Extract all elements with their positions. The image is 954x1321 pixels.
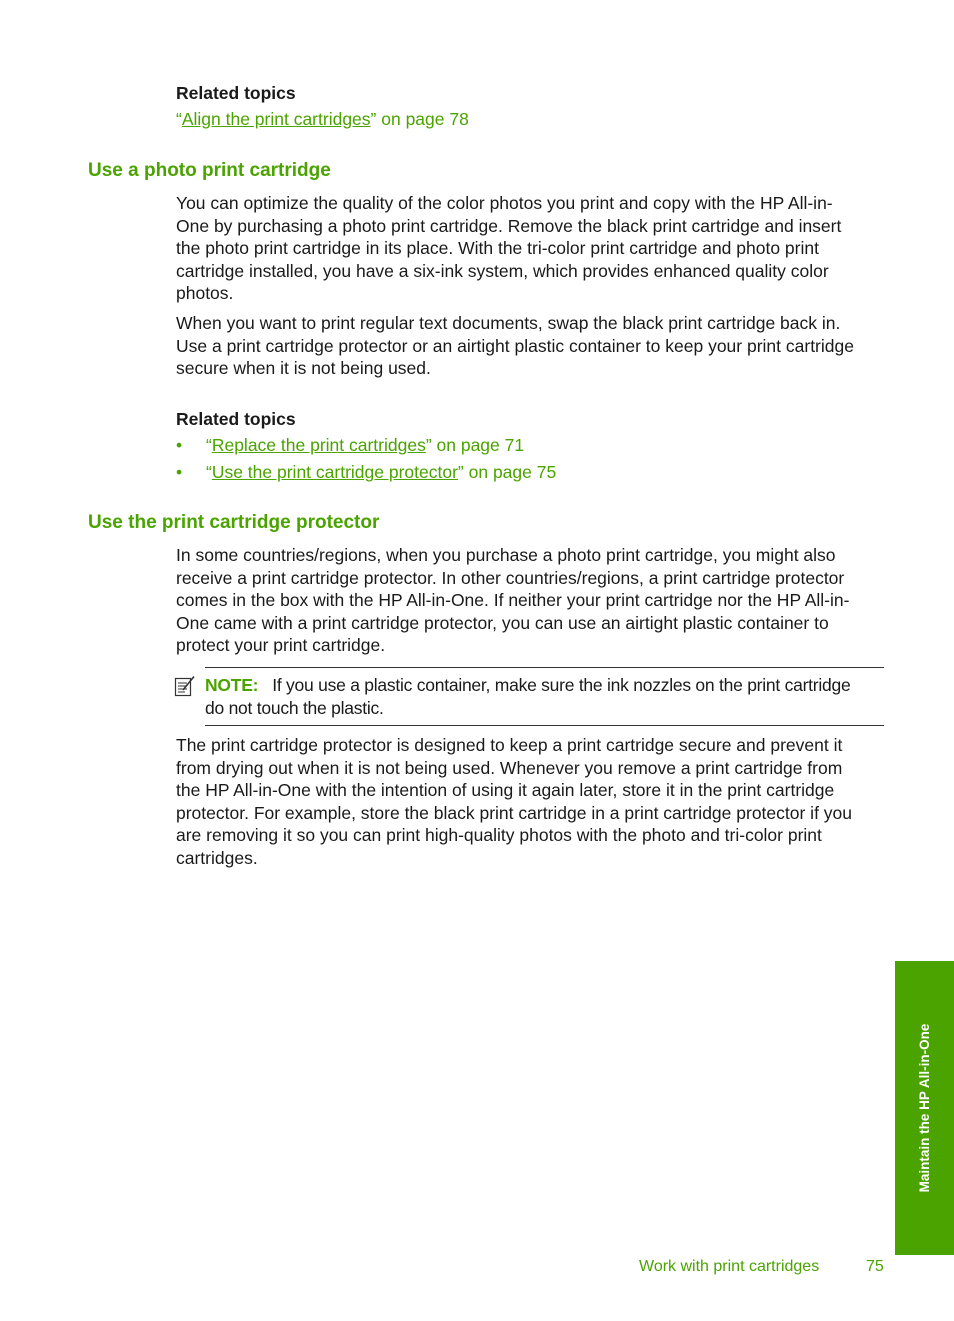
replace-cartridges-link[interactable]: Replace the print cartridges: [211, 435, 426, 455]
cartridge-protector-link[interactable]: Use the print cartridge protector: [211, 462, 458, 482]
related-topics-list: [176, 434, 556, 488]
note-pad-icon: [174, 675, 196, 697]
related-topic-item: “Align the print cartridges” on page 78: [176, 109, 469, 129]
page-number: 75: [866, 1258, 884, 1275]
bullet-icon: •: [176, 462, 183, 482]
photo-cartridge-intro-paragraph: You can optimize the quality of the color photos you print and copy with the HP All-in- One by purchasing a photo print cartridge. Remove the black print cartridge and insert the photo print cartridge in its place. With the tri-color print cartridge and photo print cartridge installed, you have a six-ink system, which provides enhanced quality color photos.: [176, 193, 842, 303]
chapter-side-tab: [895, 961, 954, 1255]
section-heading-cartridge-protector: Use the print cartridge protector: [88, 512, 380, 533]
related-topics-title: Related topics: [176, 409, 296, 429]
protector-intro-paragraph: In some countries/regions, when you purchase a photo print cartridge, you might also receive a print cartridge protector. In other countries/regions, a print cartridge protector comes in the box with the HP All-in-One. If neither your print cartridge nor the HP All-in- One came with a print cartridge protector, you can use an airtight plastic container to protect your print cartridge.: [176, 545, 850, 655]
note-text: NOTE: If you use a plastic container, make sure the ink nozzles on the print cartridge do not touch the plastic.: [205, 675, 851, 718]
note-label: NOTE:: [205, 675, 259, 695]
list-item: • “Use the print cartridge protector” on page 75: [176, 461, 556, 488]
swap-cartridge-paragraph: When you want to print regular text documents, swap the black print cartridge back in. Use a print cartridge protector or an airtight plastic container to keep your print cartridge secure when it is not being used.: [176, 313, 854, 378]
align-cartridges-link[interactable]: Align the print cartridges: [181, 109, 371, 129]
related-topics-title: Related topics: [176, 83, 296, 103]
note-top-divider: [205, 667, 884, 668]
footer-section-title: Work with print cartridges: [639, 1258, 820, 1275]
protector-usage-paragraph: The print cartridge protector is designed to keep a print cartridge secure and prevent it from drying out when it is not being used. Whenever you remove a print cartridge from the HP All-in-One with the intention of using it again later, store it in the print cartridge protector. For example, store the black print cartridge in a print cartridge protector if you are removing it so you can print high-quality photos with the photo and tri-color print cartridges.: [176, 735, 853, 868]
bullet-icon: •: [176, 435, 183, 455]
list-item: • “Replace the print cartridges” on page 71: [176, 434, 556, 461]
note-bottom-divider: [205, 725, 884, 726]
section-heading-photo-cartridge: Use a photo print cartridge: [88, 160, 331, 181]
chapter-tab-label: Maintain the HP All-in-One: [916, 1023, 932, 1193]
